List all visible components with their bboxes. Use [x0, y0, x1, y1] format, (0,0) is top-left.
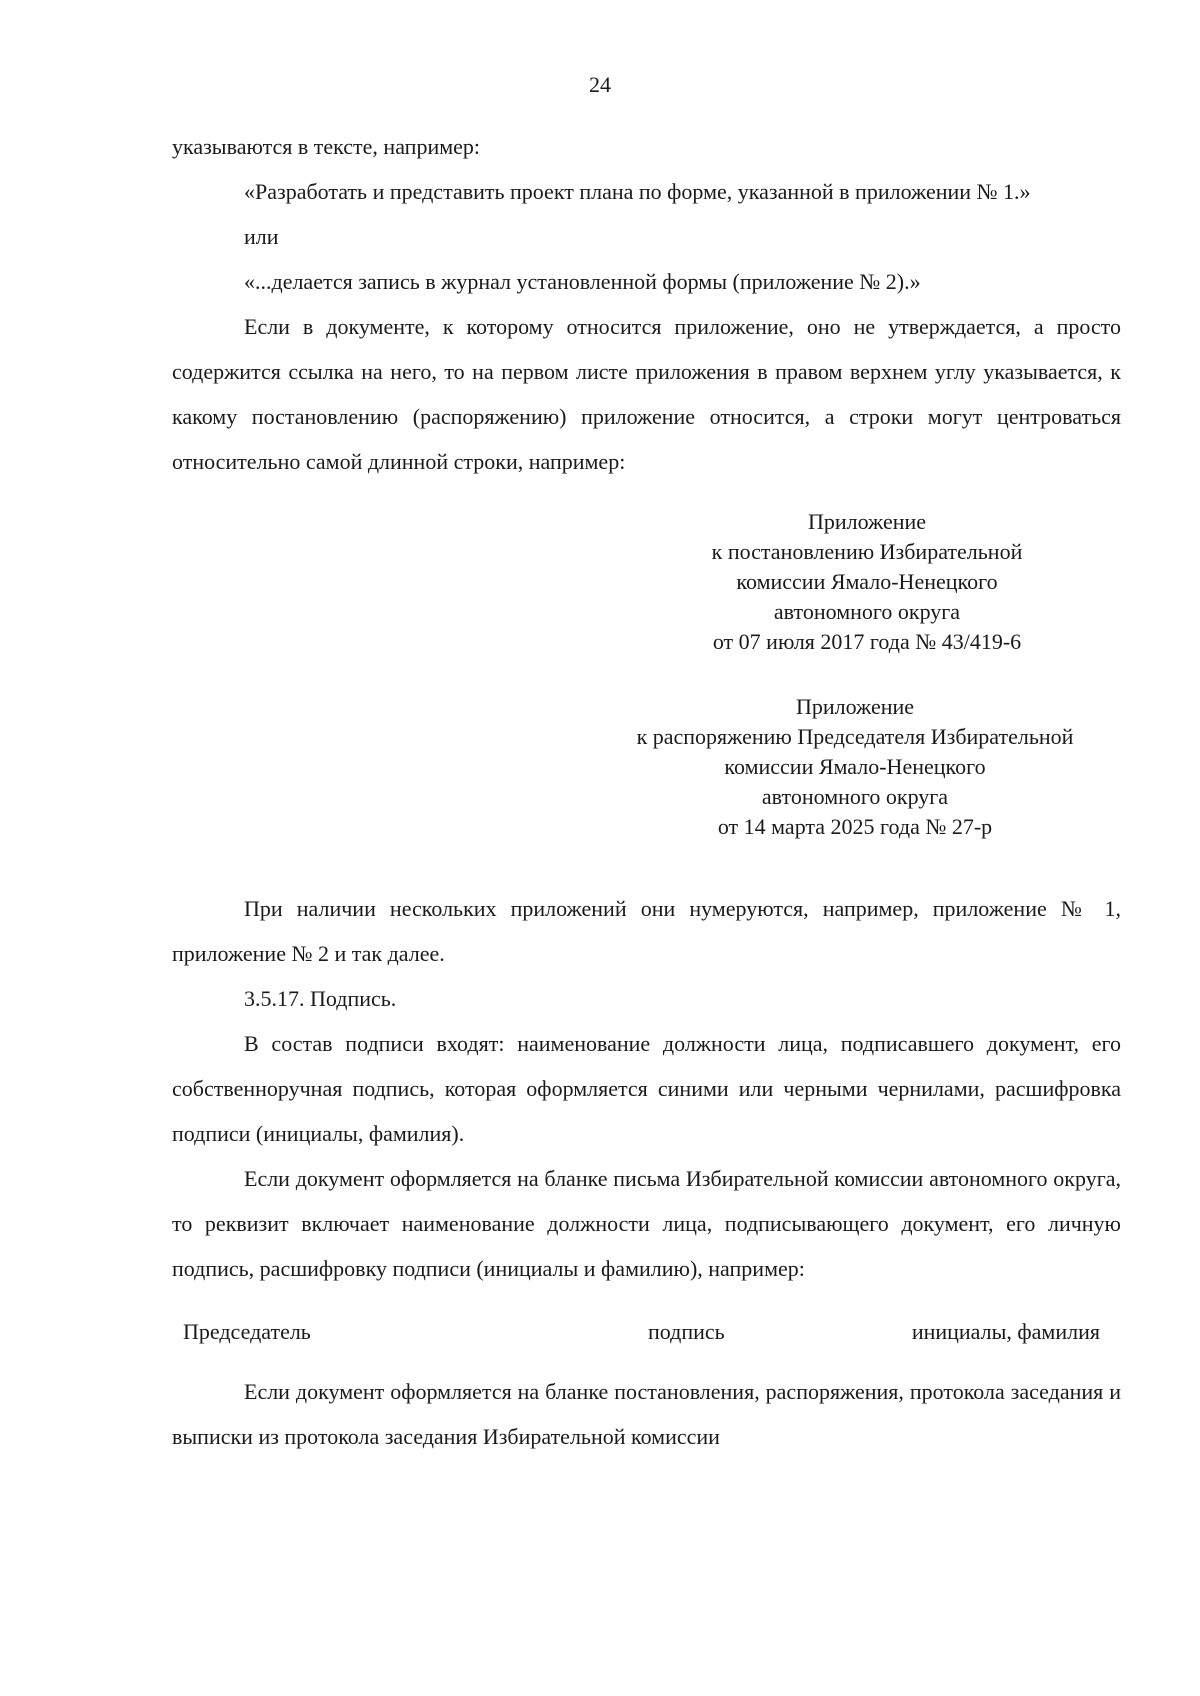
signature-name: инициалы, фамилия — [911, 1319, 1100, 1344]
paragraph: «Разработать и представить проект плана по форме, указанной в приложении № 1.» — [244, 179, 1031, 204]
appendix-line: Приложение — [795, 694, 915, 719]
appendix-line: Приложение — [807, 509, 927, 534]
paragraph: или — [244, 224, 279, 249]
section-heading: 3.5.17. Подпись. — [244, 986, 397, 1011]
signature-position: Председатель — [183, 1319, 311, 1344]
signature-placeholder: подпись — [647, 1319, 725, 1344]
appendix-line: комиссии Ямало-Ненецкого — [736, 569, 998, 594]
paragraph: «...делается запись в журнал установленной формы (приложение № 2).» — [244, 269, 921, 294]
appendix-line: комиссии Ямало-Ненецкого — [724, 754, 986, 779]
appendix-line: автономного округа — [773, 599, 961, 624]
appendix-line: к постановлению Избирательной — [711, 539, 1023, 564]
appendix-line: к распоряжению Председателя Избирательной — [636, 724, 1074, 749]
signature-example — [172, 1309, 1121, 1354]
appendix-example-order — [550, 692, 1160, 842]
paragraph: Если документ оформляется на бланке письма Избирательной комиссии автономного округа, то реквизит включает наименование должности лица, подписывающего документ, его личную подпись, расшифровку подписи (инициалы и фамилию), например: — [172, 1166, 1121, 1281]
appendix-line: от 14 марта 2025 года № 27-р — [717, 814, 993, 839]
paragraph: указываются в тексте, например: — [172, 134, 481, 159]
appendix-line: автономного округа — [761, 784, 949, 809]
page-number: 24 — [589, 72, 611, 97]
paragraph: Если в документе, к которому относится приложение, оно не утверждается, а просто содержится ссылка на него, то на первом листе приложения в правом верхнем углу указывается, к какому постановлению (распоряжению) приложение относится, а строки могут центроваться относительно самой длинной строки, например: — [172, 314, 1121, 474]
paragraph: Если документ оформляется на бланке постановления, распоряжения, протокола заседания и выписки из протокола заседания Избирательной комиссии — [172, 1379, 1121, 1449]
appendix-line: от 07 июля 2017 года № 43/419-6 — [712, 629, 1022, 654]
paragraph: В состав подписи входят: наименование должности лица, подписавшего документ, его собственноручная подпись, которая оформляется синими или черными чернилами, расшифровка подписи (инициалы, фамилия). — [172, 1031, 1121, 1146]
appendix-example-resolution — [647, 507, 1087, 657]
paragraph: При наличии нескольких приложений они нумеруются, например, приложение № 1, приложение № 2 и так далее. — [172, 896, 1121, 966]
document-body — [172, 124, 1121, 1459]
